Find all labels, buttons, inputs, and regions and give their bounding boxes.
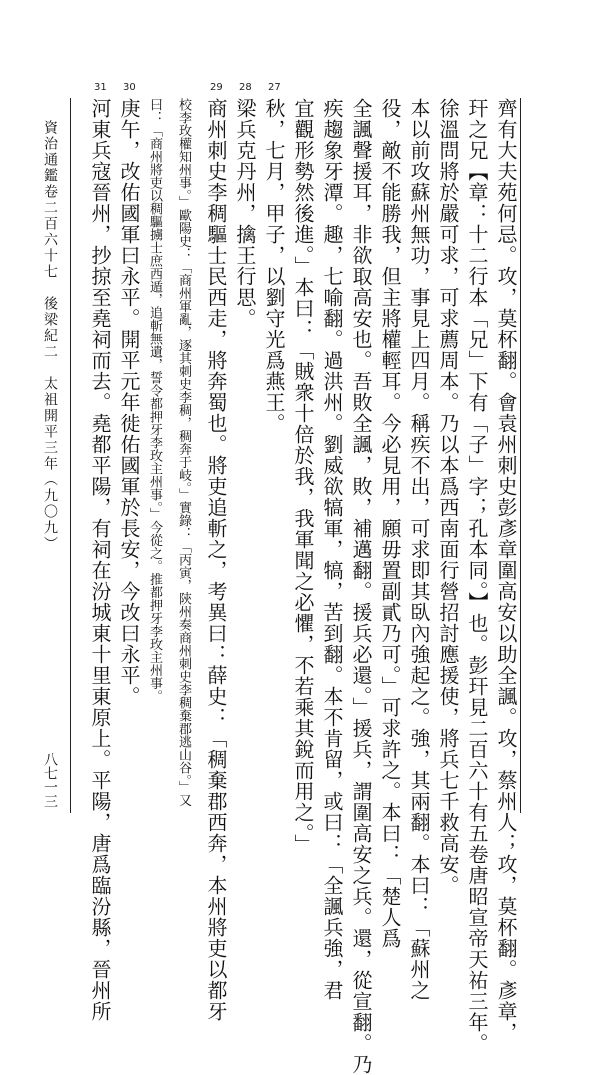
text-column: 役，敵不能勝我，但主將權輕耳。今必見用，願毋置副貳乃可。」可求許之。本曰：「楚人爲 [378, 98, 402, 949]
text-column: 校李玫權知州事。」歐陽史：「商州軍亂，逐其刺史李稠，稠奔于岐。」實錄：「丙寅，陝州奏商州刺史李稠棄郡逃山谷。」又 [176, 98, 191, 807]
text-column: 梁兵克丹州，擒王行思。 [233, 98, 257, 329]
text-column: 本以前攻蘇州無功，事見上四月。稱疾不出，可求即其臥內強起之。強，其兩翻。本曰：「蘇州之 [407, 98, 431, 1001]
entry-number: 31 [94, 82, 107, 93]
text-column: 玕之兄【章：十二行本「兄」下有「子」字；孔本同。】也。彭玕見二百六十有五卷唐昭宣帝天祐三年。 [465, 98, 489, 1054]
text-column: 疾趨象牙潭。趣，七喻翻。過洪州。劉威欲犒軍，犒，苦到翻。本不肯留，或曰：「全諷兵強，君 [320, 98, 344, 1001]
text-column: 徐溫問將於嚴可求，可求薦周本。乃以本爲西南面行營招討應援使，將兵七千救高安。 [436, 98, 460, 896]
text-column: 秋，七月，甲子，以劉守光爲燕王。 [262, 98, 286, 434]
entry-number: 29 [210, 82, 223, 93]
column-rule [520, 98, 521, 813]
running-header: 資治通鑑卷二百六十七 後梁紀二 太祖開平三年（九〇九） [42, 120, 58, 552]
text-column: 河東兵寇晉州，抄掠至堯祠而去。堯都平陽，有祠在汾城東十里東原上。平陽，唐爲臨汾縣，晉州所 [88, 98, 112, 1022]
column-rule [70, 98, 71, 813]
text-column: 宜觀形勢然後進。」本曰：「賊衆十倍於我，我軍聞之必懼，不若乘其銳而用之。」 [291, 98, 315, 855]
page-number: 八七一三 [42, 752, 58, 808]
text-column: 曰：「商州將吏以稠驅擄士庶西遁，追斬無遺，誓令都押牙李玫主州事。」今從之。推都押牙李玫主州事。 [147, 98, 162, 703]
entry-number: 30 [123, 82, 136, 93]
text-column: 商州刺史李稠驅士民西走，將奔蜀也。將吏追斬之，考異曰：薛史：「稠棄郡西奔，本州將吏以都牙 [204, 98, 228, 1022]
entry-number: 27 [268, 82, 281, 93]
text-column: 齊有大夫苑何忌。攻，莫杯翻。會袁州刺史彭彥章圍高安以助全諷。攻，蔡州人；攻，莫杯翻。彥章， [494, 98, 518, 1043]
text-column: 庚午，改佑國軍曰永平。開平元年徙佑國軍於長安，今改曰永平。 [117, 98, 141, 707]
text-column: 全諷聲援耳，非欲取高安也。吾敗全諷，敗，補邁翻。援兵必還。」援兵，謂圍高安之兵。還，從宣翻。乃 [349, 98, 373, 1075]
entry-number: 28 [239, 82, 252, 93]
